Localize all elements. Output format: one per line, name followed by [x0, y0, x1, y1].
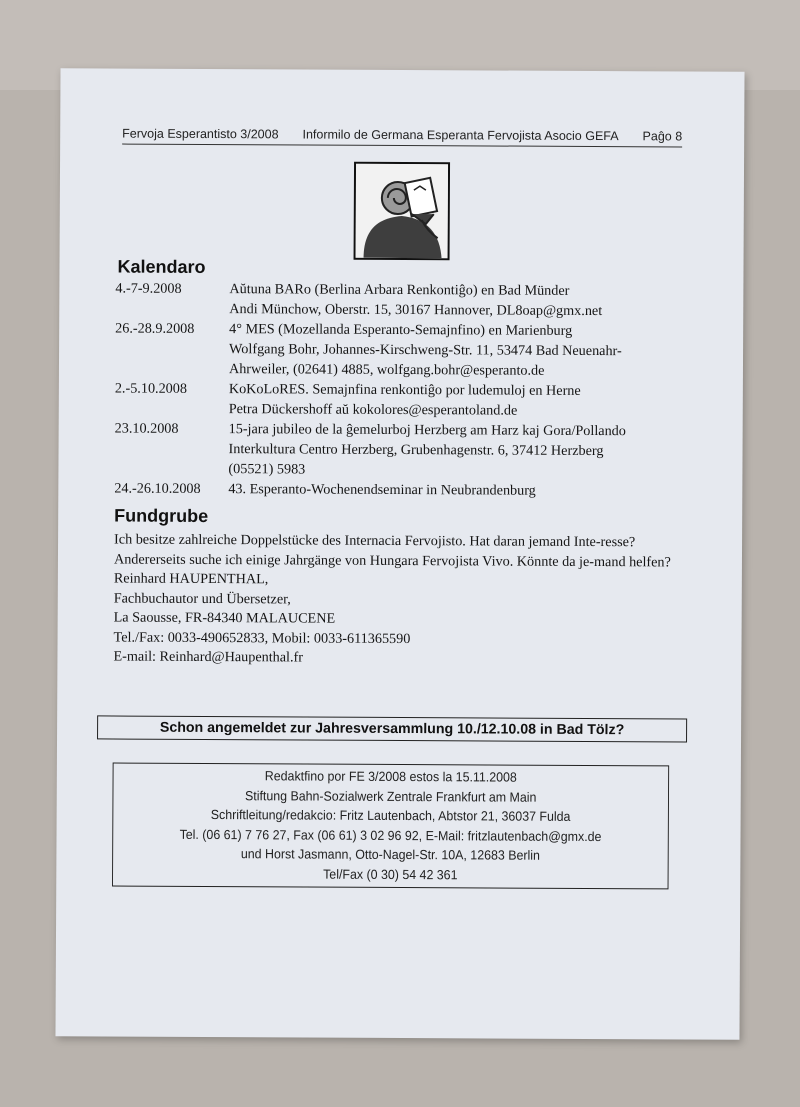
calendar-description [228, 419, 684, 481]
calendar-entry [115, 319, 685, 382]
calendar-description [229, 319, 685, 381]
signature-line: Fachbuchautor und Übersetzer, [113, 590, 291, 607]
calendar-description [228, 479, 684, 501]
calendar-entry [114, 479, 684, 502]
imprint-line: Schriftleitung/redakcio: Fritz Lautenbach, Abtstor 21, 36037 Fulda [210, 807, 571, 825]
fundgrube-section [113, 531, 680, 670]
fundgrube-paragraph: Andererseits suche ich einige Jahrgänge von Hungara Fervojista Vivo. Könnte da je-mand helfen? [113, 551, 671, 570]
fundgrube-heading: Fundgrube [114, 505, 209, 526]
calendar-line: Aŭtuna BARo (Berlina Arbara Renkontiĝo) en Bad Münder [229, 281, 570, 299]
calendar-line: Petra Dückershoff aŭ kokolores@esperantoland.de [228, 401, 518, 419]
fundgrube-paragraph: Ich besitze zahlreiche Doppelstücke des Internacia Fervojisto. Hat daran jemand Inte-resse? [114, 531, 636, 551]
signature-line: La Saousse, FR-84340 MALAUCENE [113, 609, 336, 627]
calendar-line: Andi Münchow, Oberstr. 15, 30167 Hannover, DL8oap@gmx.net [229, 301, 603, 320]
calendar-list [114, 279, 685, 502]
header-publication: Fervoja Esperantisto 3/2008 [122, 126, 279, 142]
signature-line: E-mail: Reinhard@Haupenthal.fr [113, 648, 304, 666]
header-page-number: Paĝo 8 [642, 129, 683, 144]
calendar-date: 4.-7-9.2008 [115, 280, 182, 297]
calendar-date: 26.-28.9.2008 [115, 320, 195, 337]
imprint-line: Tel/Fax (0 30) 54 42 361 [323, 866, 458, 883]
calendar-entry [114, 419, 684, 482]
calendar-entry [115, 379, 685, 422]
calendar-line: (05521) 5983 [228, 461, 306, 478]
imprint-line: und Horst Jasmann, Otto-Nagel-Str. 10A, 12683 Berlin [240, 846, 540, 864]
calendar-line: 4° MES (Mozellanda Esperanto-Semajnfino) en Marienburg [229, 321, 573, 339]
calendar-description [229, 279, 685, 321]
calendar-line: KoKoLoRES. Semajnfina renkontiĝo por ludemuloj en Herne [228, 381, 581, 399]
calendar-description [229, 379, 685, 421]
imprint-line: Stiftung Bahn-Sozialwerk Zentrale Frankfurt am Main [244, 787, 537, 805]
calendar-entry [115, 279, 685, 322]
imprint-line: Redaktfino por FE 3/2008 estos la 15.11.2008 [264, 768, 517, 785]
announcement-box: Schon angemeldet zur Jahresversammlung 10./12.10.08 in Bad Tölz? [97, 715, 687, 742]
logo-figure-icon [356, 164, 448, 258]
esperantist-figure-logo [354, 162, 451, 261]
calendar-date: 23.10.2008 [114, 420, 179, 437]
newsletter-page [55, 68, 744, 1040]
running-header [122, 127, 682, 148]
calendar-line: Interkultura Centro Herzberg, Grubenhagenstr. 6, 37412 Herzberg [228, 441, 604, 460]
signature-line: Tel./Fax: 0033-490652833, Mobil: 0033-611365590 [113, 629, 411, 647]
imprint-box [112, 762, 669, 889]
calendar-date: 24.-26.10.2008 [114, 480, 201, 497]
kalendaro-heading: Kalendaro [117, 256, 206, 277]
calendar-line: 43. Esperanto-Wochenendseminar in Neubrandenburg [228, 481, 536, 499]
calendar-line: Ahrweiler, (02641) 4885, wolfgang.bohr@esperanto.de [228, 361, 545, 379]
calendar-line: Wolfgang Bohr, Johannes-Kirschweng-Str. 11, 53474 Bad Neuenahr- [229, 341, 622, 360]
signature-line: Reinhard HAUPENTHAL, [113, 570, 269, 588]
imprint-line: Tel. (06 61) 7 76 27, Fax (06 61) 3 02 96 92, E-Mail: fritzlautenbach@gmx.de [179, 826, 602, 844]
calendar-line: 15-jara jubileo de la ĝemelurboj Herzberg am Harz kaj Gora/Pollando [228, 421, 626, 440]
header-subtitle: Informilo de Germana Esperanta Fervojista Asocio GEFA [302, 127, 619, 144]
calendar-date: 2.-5.10.2008 [114, 380, 188, 397]
